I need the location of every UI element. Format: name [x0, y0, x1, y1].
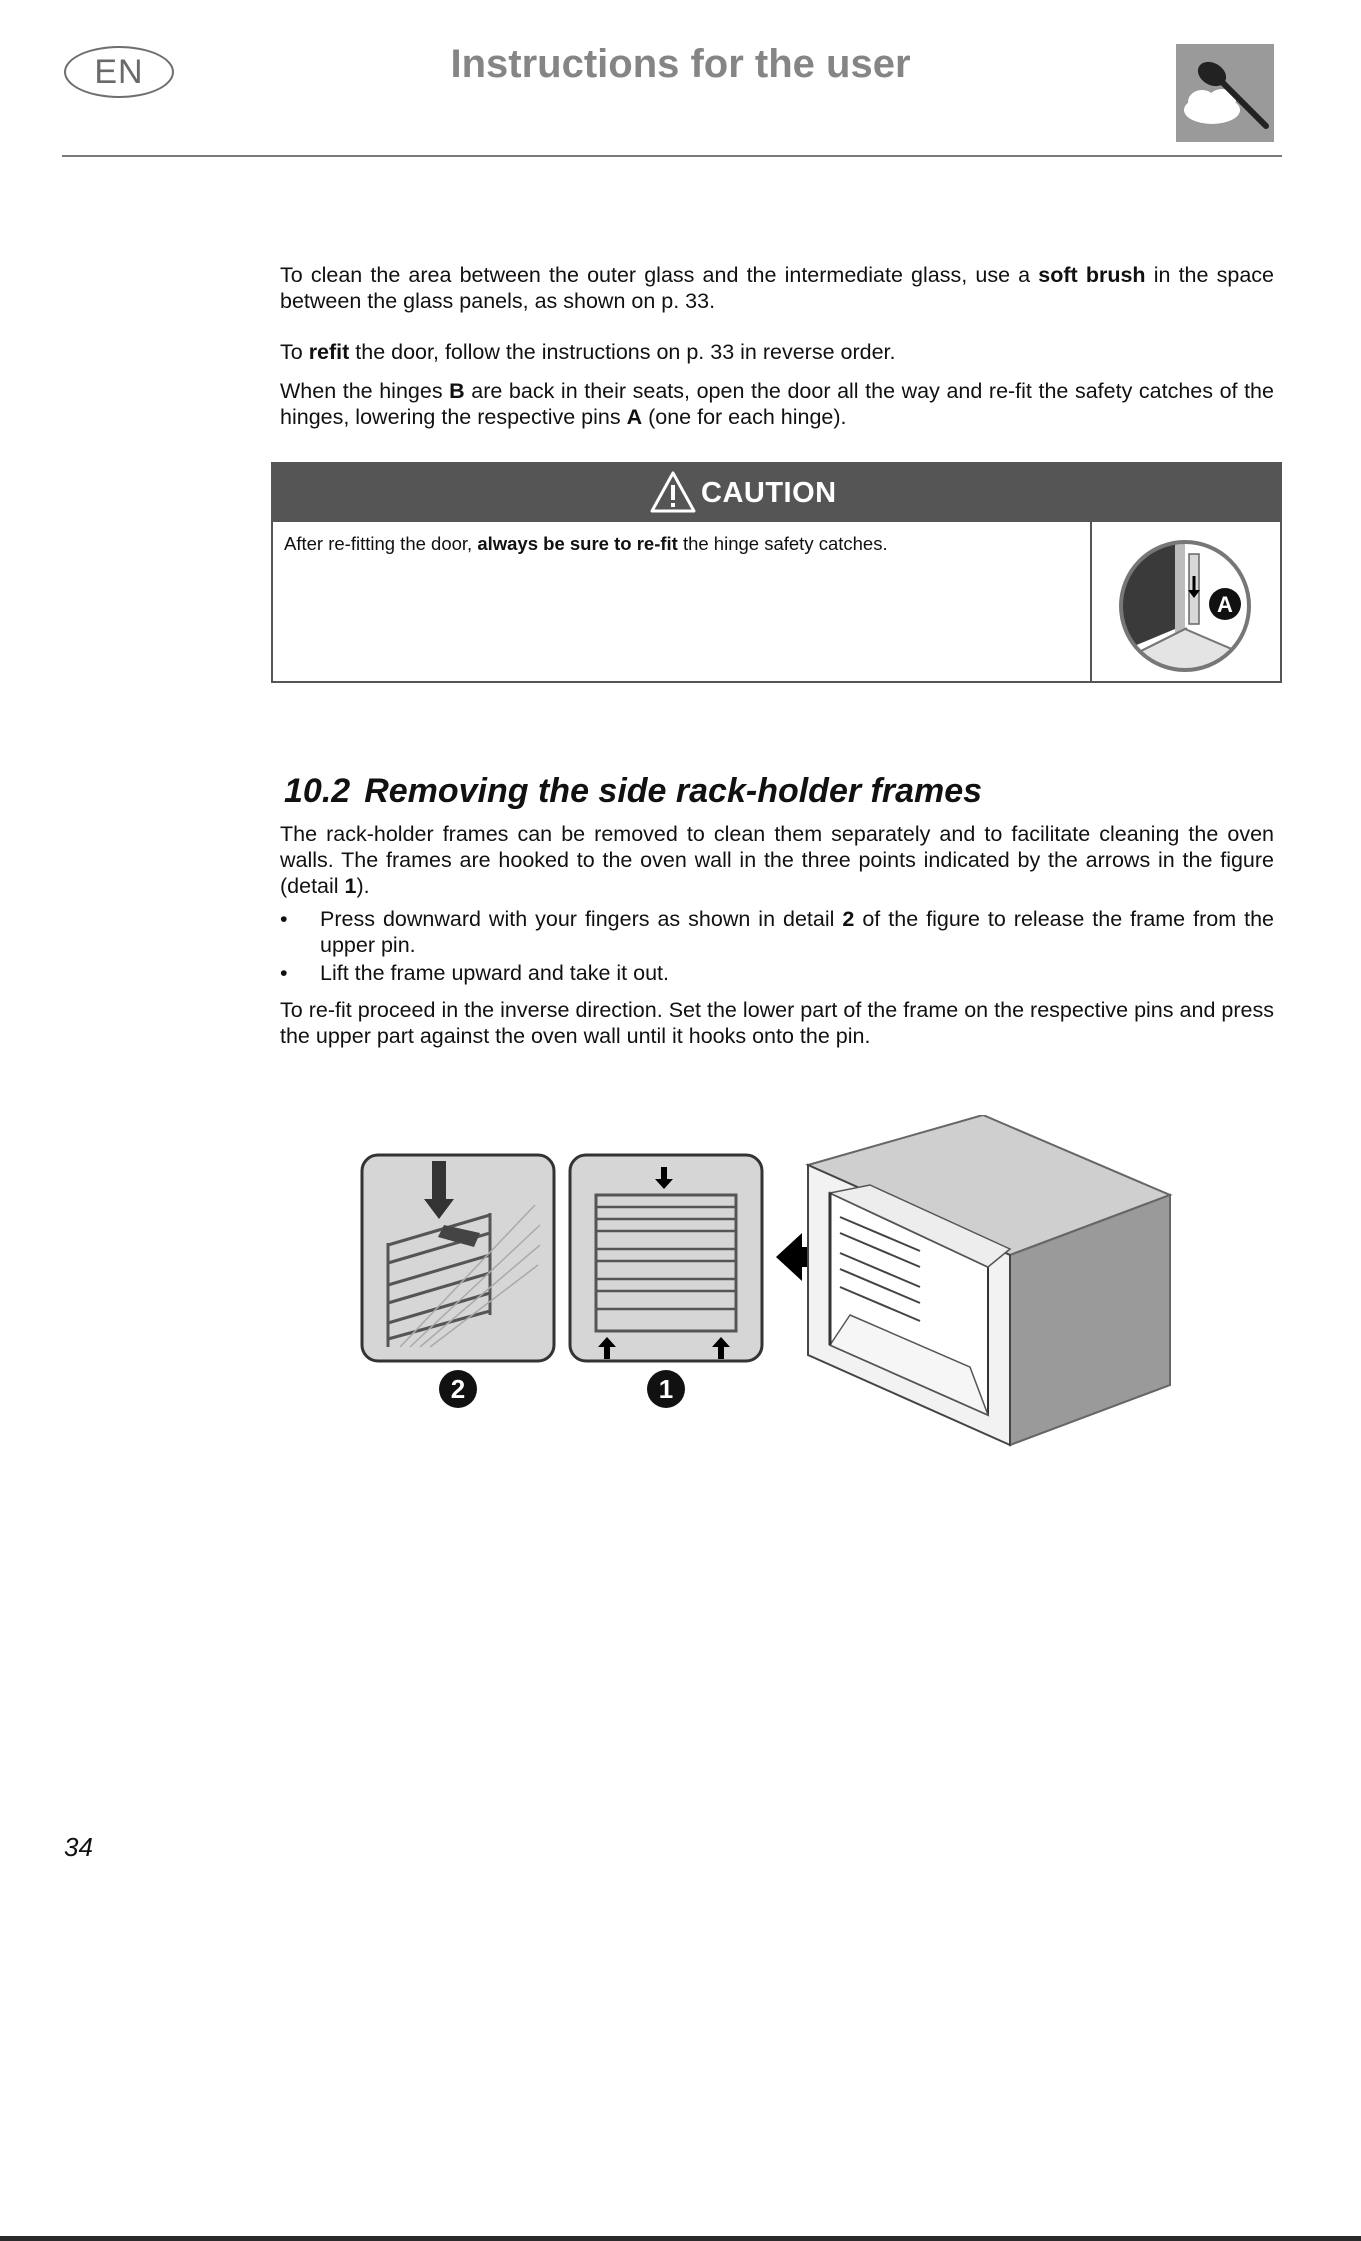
caution-header	[273, 464, 1280, 522]
caution-title: CAUTION	[701, 477, 837, 509]
list-item: • Press downward with your fingers as shown in detail 2 of the figure to release the frame from the upper pin.	[280, 906, 1274, 958]
section-title-text: Removing the side rack-holder frames	[364, 772, 983, 810]
chef-spoon-icon	[1176, 44, 1274, 142]
hinge-safety-catch-illustration	[1105, 534, 1265, 674]
caution-box	[271, 462, 1282, 683]
detail-1-panel	[570, 1155, 762, 1361]
section-title	[284, 772, 982, 811]
detail-2-panel	[362, 1155, 554, 1361]
caution-text: After re-fitting the door, always be sure to re-fit the hinge safety catches.	[284, 533, 888, 554]
detail-label-1: 1	[647, 1370, 685, 1408]
list-item: • Lift the frame upward and take it out.	[280, 960, 1274, 986]
caution-divider	[1090, 522, 1092, 683]
oven-illustration	[808, 1115, 1170, 1445]
page-number: 34	[64, 1832, 93, 1862]
warning-triangle-icon	[649, 470, 697, 514]
instruction-list	[280, 906, 1274, 988]
intro-paragraph-3: When the hinges B are back in their seats, open the door all the way and re-fit the safety catches of the hinges, lowering the respective pins A (one for each hinge).	[280, 379, 1274, 429]
intro-paragraph-2: To refit the door, follow the instructions on p. 33 in reverse order.	[280, 340, 896, 364]
page-header-title: Instructions for the user	[450, 42, 911, 86]
rack-frame-removal-illustration	[360, 1115, 1200, 1460]
language-badge: EN	[64, 46, 174, 98]
section-paragraph-2: To re-fit proceed in the inverse direction. Set the lower part of the frame on the respective pins and press the upper part against the oven wall until it hooks onto the pin.	[280, 998, 1274, 1048]
header-divider	[62, 155, 1282, 157]
section-number: 10.2	[284, 772, 351, 810]
section-paragraph-1: The rack-holder frames can be removed to clean them separately and to facilitate cleaning the oven walls. The frames are hooked to the oven wall in the three points indicated by the arrows in the figure (detail 1).	[280, 822, 1274, 898]
figure-label-a: A	[1217, 592, 1233, 617]
bottom-border	[0, 2236, 1361, 2241]
detail-label-2: 2	[439, 1370, 477, 1408]
intro-paragraph-1: To clean the area between the outer glass and the intermediate glass, use a soft brush in the space between the glass panels, as shown on p. 33.	[280, 263, 1274, 313]
